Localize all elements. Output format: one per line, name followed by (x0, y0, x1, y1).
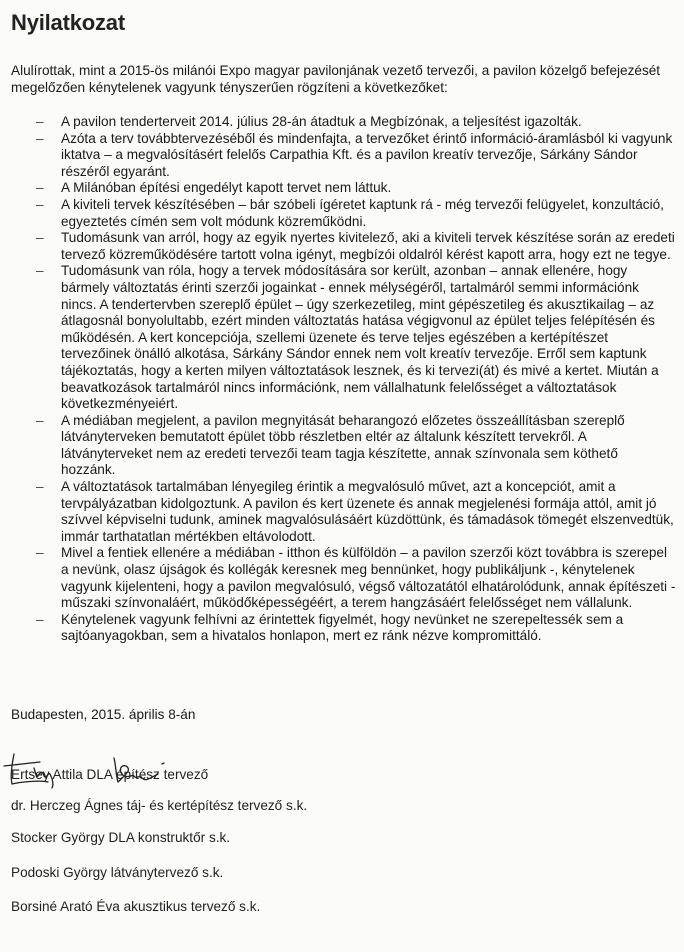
dash-bullet-icon: – (36, 196, 44, 212)
list-item (0, 197, 684, 230)
signer-name: Ertsey Attila DLA építész tervező (11, 767, 209, 782)
list-item-text: A pavilon tenderterveit 2014. július 28-án átadtuk a Megbízónak, a teljesítést igazolták. (61, 114, 582, 129)
list-item-text: A változtatások tartalmában lényegileg érintik a megvalósuló művet, azt a koncepciót, amit a tervpályázatban kidolgoztunk. A pavilon és kert üzenete és annak megjelenési formája attól, amit jó szívvel képviselni tudunk, aminek magvalósulásáért küzdöttünk, és támadások tömegét elszenvedtük, immár tarthatatlan mértékben eltávolodott. (61, 479, 674, 544)
list-item-text: A Milánóban építési engedélyt kapott tervet nem láttuk. (61, 180, 392, 196)
dash-bullet-icon: – (36, 180, 44, 196)
dash-bullet-icon: – (36, 611, 44, 627)
list-item (0, 114, 684, 131)
signer-name: Stocker György DLA konstruktőr s.k. (11, 830, 231, 845)
list-item-text: Azóta a terv továbbtervezéséből és mindenfajta, a tervezőket érintő információ-áramlásból ki vagyunk iktatva – a megvalósításért felelős Carpathia Kft. és a pavilon kreatív tervezője, Sárkány Sándor részéről egyaránt. (61, 130, 673, 179)
list-item (0, 131, 684, 181)
document-title: Nyilatkozat (11, 10, 125, 35)
dash-bullet-icon: – (36, 479, 44, 495)
list-item (0, 545, 684, 611)
list-item-text: Mivel a fentiek ellenére a médiában - itthon és külföldön – a pavilon szerzői közt továbbra is szerepel a nevünk, olasz újságok és kollégák keresnek meg bennünket, hogy publikáljunk -, kénytelenek vagyunk kijelenteni, hogy a pavilon megvalósuló, végső változatától elhatárolódunk, annak építészeti - műszaki színvonaláért, működőképességéért, a terem hangzásáért felelősséget nem vállalunk. (61, 545, 676, 611)
place-date: Budapesten, 2015. április 8-án (11, 707, 196, 722)
signer-name: Podoski György látványtervező s.k. (11, 865, 224, 880)
list-item-text: A médiában megjelent, a pavilon megnyitását beharangozó előzetes összeállításban szereplő látványterveken bemutatott épület több részletben eltér az általunk készített tervekről. A látványterveket nem az eredeti tervezői team tagja készítette, annak színvonala sem köthető hozzánk. (61, 412, 625, 478)
dash-bullet-icon: – (36, 114, 44, 129)
list-item (0, 263, 684, 412)
list-item (0, 180, 684, 197)
dash-bullet-icon: – (36, 412, 44, 428)
dash-bullet-icon: – (36, 230, 44, 246)
dash-bullet-icon: – (36, 130, 44, 146)
signer-name: Borsiné Arató Éva akusztikus tervező s.k. (11, 899, 261, 914)
intro-paragraph: Alulírottak, mint a 2015-ös milánói Expo magyar pavilonjának vezető tervezői, a pavilon közelgő befejezését megelőzően kénytelenek vagyunk tényszerűen rögzíteni a következőket: (11, 63, 661, 95)
list-item-text: Kénytelenek vagyunk felhívni az érintettek figyelmét, hogy nevünket ne szerepeltessék sem a sajtóanyagokban, sem a hivatalos honlapon, mert ez ránk nézve kompromittáló. (61, 611, 624, 644)
list-item (0, 479, 684, 545)
list-item-text: Tudomásunk van róla, hogy a tervek módosítására sor került, azonban – annak ellenére, hogy bármely változtatás érinti szerzői jogainkat - ennek mélységéről, tartalmáról semmi információnk nincs. A tendertervben szereplő épület – úgy szerkezetileg, mint gépészetileg és akusztikailag – az átlagosnál bonyolultabb, ezért minden változtatás hatása végigvonul az épület teljes felépítésén és működésén. A kert koncepciója, szellemi üzenete és terve teljes egészében a kertépítészet tervezőinek önálló alkotása, Sárkány Sándor ennek nem volt kreatív tervezője. Erről sem kaptunk tájékoztatás, hogy a kerten milyen változtatások lesznek, és ki tervezi(át) és mivé a kertet. Miután a beavatkozások tartalmáról nincs információnk, nem vállalhatunk felelősséget a változtatások következményeiért. (61, 263, 659, 412)
statement-list (0, 114, 684, 645)
list-item (0, 413, 684, 479)
signer-name: dr. Herczeg Ágnes táj- és kertépítész tervező s.k. (11, 798, 308, 813)
dash-bullet-icon: – (36, 545, 44, 561)
list-item-text: A kiviteli tervek készítésében – bár szóbeli ígéretet kaptunk rá - még tervezői felügyelet, konzultáció, egyeztetés címén sem volt módunk közreműködni. (61, 196, 664, 229)
list-item (0, 230, 684, 263)
list-item (0, 612, 684, 645)
dash-bullet-icon: – (36, 263, 44, 279)
list-item-text: Tudomásunk van arról, hogy az egyik nyertes kivitelező, aki a kiviteli tervek készítése során az eredeti tervező közreműködésére tartott volna igényt, megbízói oldalról kérést kapott arra, hogy ezt ne tegye. (61, 230, 675, 262)
